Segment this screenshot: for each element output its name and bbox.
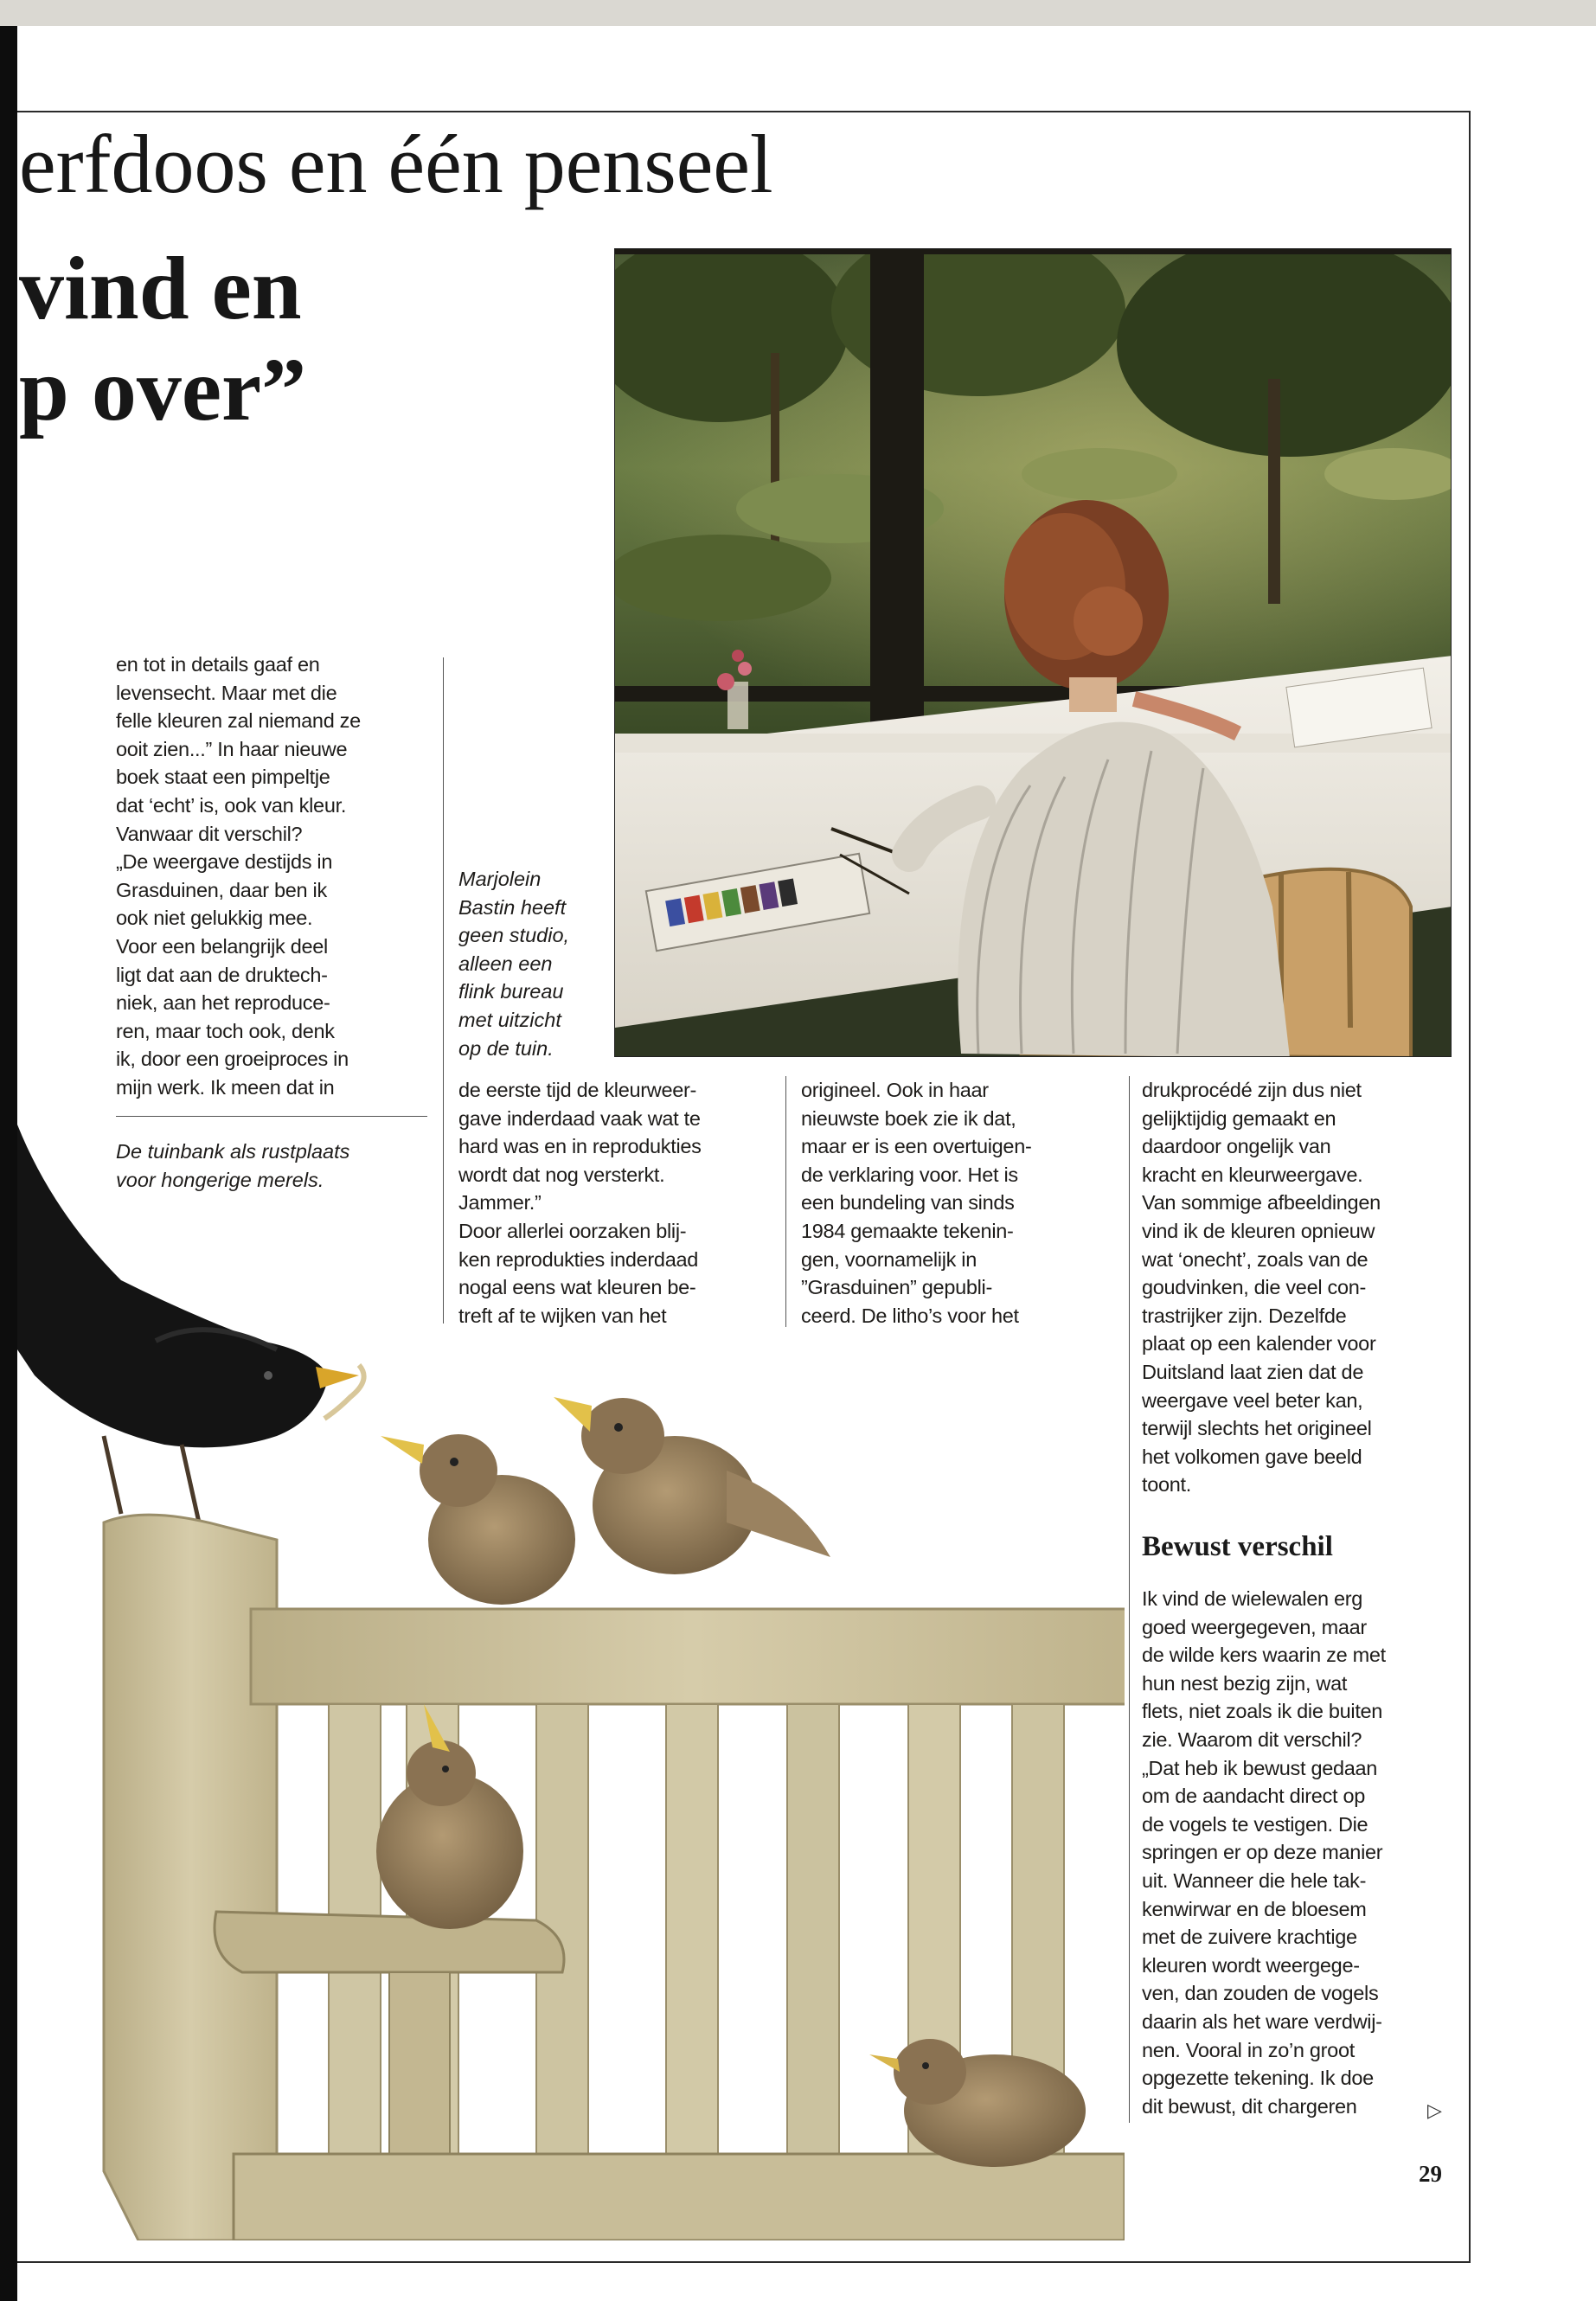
continue-arrow-icon: ▷: [1427, 2100, 1442, 2122]
photo-artist-at-desk-icon: [615, 249, 1452, 1057]
column-5-text: Ik vind de wielewalen erg goed weergegeven, maar de wilde kers waarin ze met hun nest bezig zijn, wat flets, niet zoals ik die buiten zie. Waarom dit verschil? „Dat heb ik bewust gedaan om de aandacht direct op de vogels te vestigen. Die springen er op deze manier uit. Wanneer die hele tak- kenwirwar en de bloesem met de zuivere krachtige kleuren wordt weergege- ven, dan zouden de vogels daarin als het ware verdwij- nen. Vooral in zo’n groot opgezette tekening. Ik doe dit bewust, dit chargeren: [1142, 1587, 1386, 2118]
illustration-caption: De tuinbank als rustplaats voor hongerige merels.: [116, 1140, 350, 1191]
article-column-4: [1142, 1076, 1462, 1499]
blackbirds-on-bench-icon: [17, 1090, 1125, 2240]
article-column-1: [116, 651, 427, 1102]
photo-caption: Marjolein Bastin heeft geen studio, alleen een flink bureau met uitzicht op de tuin.: [458, 868, 570, 1060]
page-number: 29: [1419, 2161, 1442, 2187]
subhead-bewust-verschil: Bewust verschil: [1142, 1531, 1333, 1562]
bench-illustration: [17, 1090, 1125, 2240]
column-4-text: drukprocédé zijn dus niet gelijktijdig gemaakt en daardoor ongelijk van kracht en kleurweergave. Van sommige afbeeldingen vind ik de kleuren opnieuw wat ‘onecht’, zoals van de goudvinken, die veel con- trastrijker zijn. Dezelfde plaat op een kalender voor Duitsland laat zien dat de weergave veel beter kan, terwijl slechts het origineel het volkomen gave beeld toont.: [1142, 1079, 1381, 1497]
headline-line-1: erfdoos en één penseel: [19, 118, 773, 210]
artist-photo: [614, 248, 1452, 1057]
column-3-text: origineel. Ook in haar nieuwste boek zie ik dat, maar er is een overtuigen- de verklaring voor. Het is een bundeling van sinds 1984 gemaakte tekenin- gen, voornamelijk in ”Grasduinen” gepubli- ceerd. De litho’s voor het: [801, 1079, 1032, 1327]
page-left-edge: [0, 26, 17, 2301]
page-top-edge: [0, 0, 1596, 26]
headline-line-2: vind en: [19, 239, 302, 338]
headline-line-3: p over”: [19, 340, 307, 439]
column-2-text: de eerste tijd de kleurweer- gave inderdaad vaak wat te hard was en in reprodukties wordt dat nog versterkt. Jammer.” Door allerlei oorzaken blij- ken reprodukties inderdaad nogal eens wat kleuren be- treft af te wijken van het: [458, 1079, 702, 1327]
column-divider-3: [1129, 1076, 1130, 2123]
article-column-5: [1142, 1585, 1462, 2120]
column-1-text: en tot in details gaaf en levensecht. Maar met die felle kleuren zal niemand ze ooit zien...” In haar nieuwe boek staat een pimpeltje dat ‘echt’ is, ook van kleur. Vanwaar dit verschil? „De weergave destijds in Grasduinen, daar ben ik ook niet gelukkig mee. Voor een belangrijk deel ligt dat aan de druktech- niek, aan het reproduce- ren, maar toch ook, denk ik, door een groeiproces in mijn werk. Ik meen dat in: [116, 653, 361, 1099]
